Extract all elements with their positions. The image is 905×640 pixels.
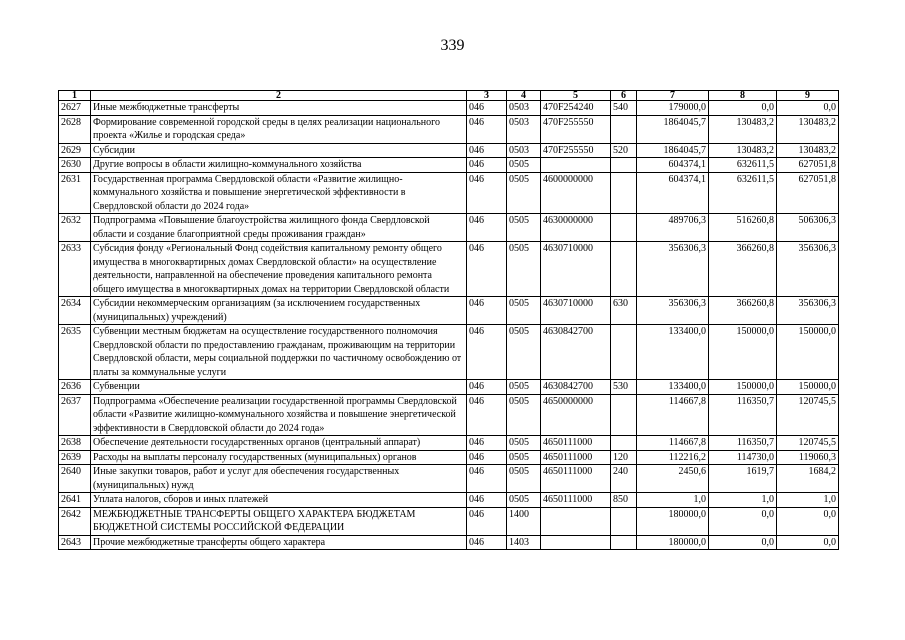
amount-col8: 0,0 — [709, 535, 777, 550]
code-ministry: 046 — [467, 493, 507, 508]
amount-col7: 133400,0 — [637, 380, 709, 395]
code-expense-type — [611, 535, 637, 550]
row-number: 2632 — [59, 214, 91, 242]
row-number: 2638 — [59, 436, 91, 451]
row-name: Государственная программа Свердловской области «Развитие жилищно-коммунального хозяйства и повышение энергетической эффективности в Свердловской области до 2024 года» — [91, 172, 467, 214]
code-ministry: 046 — [467, 214, 507, 242]
row-name: Иные межбюджетные трансферты — [91, 101, 467, 116]
col-header: 1 — [59, 91, 91, 101]
row-number: 2631 — [59, 172, 91, 214]
table-row — [59, 436, 839, 451]
code-section: 0505 — [507, 242, 541, 297]
code-section: 0505 — [507, 214, 541, 242]
amount-col7: 1864045,7 — [637, 143, 709, 158]
amount-col7: 112216,2 — [637, 450, 709, 465]
col-header: 3 — [467, 91, 507, 101]
amount-col8: 366260,8 — [709, 297, 777, 325]
row-number: 2630 — [59, 158, 91, 173]
code-target — [541, 158, 611, 173]
code-section: 0505 — [507, 493, 541, 508]
code-expense-type — [611, 214, 637, 242]
code-expense-type: 530 — [611, 380, 637, 395]
amount-col8: 116350,7 — [709, 436, 777, 451]
amount-col7: 604374,1 — [637, 158, 709, 173]
code-section: 0505 — [507, 394, 541, 436]
code-expense-type: 120 — [611, 450, 637, 465]
table-row — [59, 101, 839, 116]
col-header: 9 — [777, 91, 839, 101]
amount-col7: 1,0 — [637, 493, 709, 508]
row-name: Субвенции местным бюджетам на осуществление государственного полномочия Свердловской области по предоставлению гражданам, проживающим на территории Свердловской области, меры социальной поддержки по частичному освобождению от платы за коммунальные услуги — [91, 325, 467, 380]
code-ministry: 046 — [467, 465, 507, 493]
amount-col8: 516260,8 — [709, 214, 777, 242]
amount-col9: 356306,3 — [777, 242, 839, 297]
amount-col9: 130483,2 — [777, 143, 839, 158]
amount-col7: 114667,8 — [637, 436, 709, 451]
amount-col9: 1684,2 — [777, 465, 839, 493]
code-section: 0505 — [507, 436, 541, 451]
amount-col7: 356306,3 — [637, 242, 709, 297]
table-row — [59, 493, 839, 508]
amount-col7: 356306,3 — [637, 297, 709, 325]
row-number: 2636 — [59, 380, 91, 395]
code-expense-type — [611, 325, 637, 380]
header-row — [59, 91, 839, 101]
col-header: 2 — [91, 91, 467, 101]
row-name: Уплата налогов, сборов и иных платежей — [91, 493, 467, 508]
code-section: 0505 — [507, 450, 541, 465]
table-row — [59, 450, 839, 465]
code-target: 4650000000 — [541, 394, 611, 436]
amount-col7: 489706,3 — [637, 214, 709, 242]
page-number: 339 — [440, 37, 465, 54]
code-ministry: 046 — [467, 172, 507, 214]
amount-col8: 150000,0 — [709, 325, 777, 380]
row-number: 2634 — [59, 297, 91, 325]
amount-col7: 180000,0 — [637, 535, 709, 550]
code-section: 0505 — [507, 325, 541, 380]
col-header: 5 — [541, 91, 611, 101]
amount-col9: 0,0 — [777, 535, 839, 550]
code-target: 4630710000 — [541, 297, 611, 325]
amount-col8: 366260,8 — [709, 242, 777, 297]
table-row — [59, 535, 839, 550]
amount-col9: 0,0 — [777, 507, 839, 535]
table-row — [59, 214, 839, 242]
row-name: Обеспечение деятельности государственных органов (центральный аппарат) — [91, 436, 467, 451]
row-name: Субсидии некоммерческим организациям (за исключением государственных (муниципальных) учреждений) — [91, 297, 467, 325]
amount-col9: 120745,5 — [777, 394, 839, 436]
code-expense-type: 540 — [611, 101, 637, 116]
code-target: 470F255550 — [541, 143, 611, 158]
table-row — [59, 172, 839, 214]
amount-col7: 179000,0 — [637, 101, 709, 116]
code-ministry: 046 — [467, 507, 507, 535]
code-ministry: 046 — [467, 535, 507, 550]
code-target — [541, 535, 611, 550]
code-ministry: 046 — [467, 143, 507, 158]
amount-col9: 150000,0 — [777, 380, 839, 395]
code-expense-type — [611, 394, 637, 436]
col-header: 8 — [709, 91, 777, 101]
row-number: 2640 — [59, 465, 91, 493]
table-row — [59, 380, 839, 395]
table-row — [59, 297, 839, 325]
amount-col8: 130483,2 — [709, 115, 777, 143]
row-name: Подпрограмма «Повышение благоустройства жилищного фонда Свердловской области и создание благоприятной среды проживания граждан» — [91, 214, 467, 242]
code-expense-type — [611, 158, 637, 173]
code-expense-type — [611, 507, 637, 535]
code-section: 0505 — [507, 172, 541, 214]
code-target: 4600000000 — [541, 172, 611, 214]
row-name: Иные закупки товаров, работ и услуг для обеспечения государственных (муниципальных) нужд — [91, 465, 467, 493]
code-expense-type: 520 — [611, 143, 637, 158]
table-row — [59, 158, 839, 173]
col-header: 7 — [637, 91, 709, 101]
code-target: 4650111000 — [541, 436, 611, 451]
code-target: 4650111000 — [541, 450, 611, 465]
code-target — [541, 507, 611, 535]
code-section: 1400 — [507, 507, 541, 535]
code-expense-type: 630 — [611, 297, 637, 325]
amount-col9: 120745,5 — [777, 436, 839, 451]
code-ministry: 046 — [467, 101, 507, 116]
code-target: 470F255550 — [541, 115, 611, 143]
amount-col8: 0,0 — [709, 101, 777, 116]
amount-col8: 114730,0 — [709, 450, 777, 465]
code-target: 4630710000 — [541, 242, 611, 297]
amount-col8: 1619,7 — [709, 465, 777, 493]
amount-col9: 506306,3 — [777, 214, 839, 242]
col-header: 4 — [507, 91, 541, 101]
table-row — [59, 394, 839, 436]
row-name: Субвенции — [91, 380, 467, 395]
amount-col9: 1,0 — [777, 493, 839, 508]
row-number: 2641 — [59, 493, 91, 508]
code-expense-type — [611, 172, 637, 214]
code-section: 0505 — [507, 158, 541, 173]
row-number: 2628 — [59, 115, 91, 143]
amount-col8: 150000,0 — [709, 380, 777, 395]
amount-col7: 133400,0 — [637, 325, 709, 380]
row-name: МЕЖБЮДЖЕТНЫЕ ТРАНСФЕРТЫ ОБЩЕГО ХАРАКТЕРА БЮДЖЕТАМ БЮДЖЕТНОЙ СИСТЕМЫ РОССИЙСКОЙ ФЕДЕРАЦИИ — [91, 507, 467, 535]
amount-col7: 114667,8 — [637, 394, 709, 436]
row-number: 2633 — [59, 242, 91, 297]
code-expense-type: 240 — [611, 465, 637, 493]
amount-col8: 0,0 — [709, 507, 777, 535]
row-name: Прочие межбюджетные трансферты общего характера — [91, 535, 467, 550]
code-ministry: 046 — [467, 297, 507, 325]
amount-col9: 0,0 — [777, 101, 839, 116]
table-row — [59, 325, 839, 380]
amount-col7: 604374,1 — [637, 172, 709, 214]
code-expense-type — [611, 242, 637, 297]
amount-col9: 627051,8 — [777, 158, 839, 173]
amount-col7: 1864045,7 — [637, 115, 709, 143]
code-section: 0503 — [507, 143, 541, 158]
amount-col8: 632611,5 — [709, 158, 777, 173]
code-expense-type — [611, 436, 637, 451]
code-ministry: 046 — [467, 115, 507, 143]
row-number: 2629 — [59, 143, 91, 158]
code-section: 1403 — [507, 535, 541, 550]
amount-col8: 632611,5 — [709, 172, 777, 214]
code-ministry: 046 — [467, 158, 507, 173]
code-ministry: 046 — [467, 450, 507, 465]
code-ministry: 046 — [467, 394, 507, 436]
table-row — [59, 242, 839, 297]
amount-col8: 1,0 — [709, 493, 777, 508]
amount-col9: 130483,2 — [777, 115, 839, 143]
code-section: 0505 — [507, 297, 541, 325]
row-name: Формирование современной городской среды в целях реализации национального проекта «Жилье и городская среда» — [91, 115, 467, 143]
code-expense-type — [611, 115, 637, 143]
code-section: 0503 — [507, 101, 541, 116]
code-section: 0503 — [507, 115, 541, 143]
amount-col9: 150000,0 — [777, 325, 839, 380]
code-ministry: 046 — [467, 436, 507, 451]
amount-col7: 2450,6 — [637, 465, 709, 493]
code-target: 4630842700 — [541, 380, 611, 395]
row-name: Субсидия фонду «Региональный Фонд содействия капитальному ремонту общего имущества в многоквартирных домах Свердловской области» на осуществление деятельности, направленной на обеспечение проведения капитального ремонта общего имущества в многоквартирных домах на территории Свердловской области — [91, 242, 467, 297]
col-header: 6 — [611, 91, 637, 101]
table-row — [59, 507, 839, 535]
code-section: 0505 — [507, 380, 541, 395]
row-name: Другие вопросы в области жилищно-коммунального хозяйства — [91, 158, 467, 173]
row-number: 2639 — [59, 450, 91, 465]
row-number: 2642 — [59, 507, 91, 535]
code-target: 470F254240 — [541, 101, 611, 116]
code-target: 4650111000 — [541, 465, 611, 493]
code-target: 4650111000 — [541, 493, 611, 508]
budget-table — [58, 90, 839, 550]
code-expense-type: 850 — [611, 493, 637, 508]
amount-col7: 180000,0 — [637, 507, 709, 535]
row-name: Подпрограмма «Обеспечение реализации государственной программы Свердловской области «Развитие жилищно-коммунального хозяйства и повышение энергетической эффективности в Свердловской области до 2024 года» — [91, 394, 467, 436]
row-number: 2637 — [59, 394, 91, 436]
amount-col8: 130483,2 — [709, 143, 777, 158]
amount-col8: 116350,7 — [709, 394, 777, 436]
table-row — [59, 465, 839, 493]
code-ministry: 046 — [467, 380, 507, 395]
amount-col9: 356306,3 — [777, 297, 839, 325]
code-target: 4630000000 — [541, 214, 611, 242]
row-name: Расходы на выплаты персоналу государственных (муниципальных) органов — [91, 450, 467, 465]
code-section: 0505 — [507, 465, 541, 493]
code-target: 4630842700 — [541, 325, 611, 380]
code-ministry: 046 — [467, 242, 507, 297]
amount-col9: 119060,3 — [777, 450, 839, 465]
row-name: Субсидии — [91, 143, 467, 158]
table-row — [59, 115, 839, 143]
row-number: 2635 — [59, 325, 91, 380]
amount-col9: 627051,8 — [777, 172, 839, 214]
row-number: 2627 — [59, 101, 91, 116]
row-number: 2643 — [59, 535, 91, 550]
table-row — [59, 143, 839, 158]
code-ministry: 046 — [467, 325, 507, 380]
